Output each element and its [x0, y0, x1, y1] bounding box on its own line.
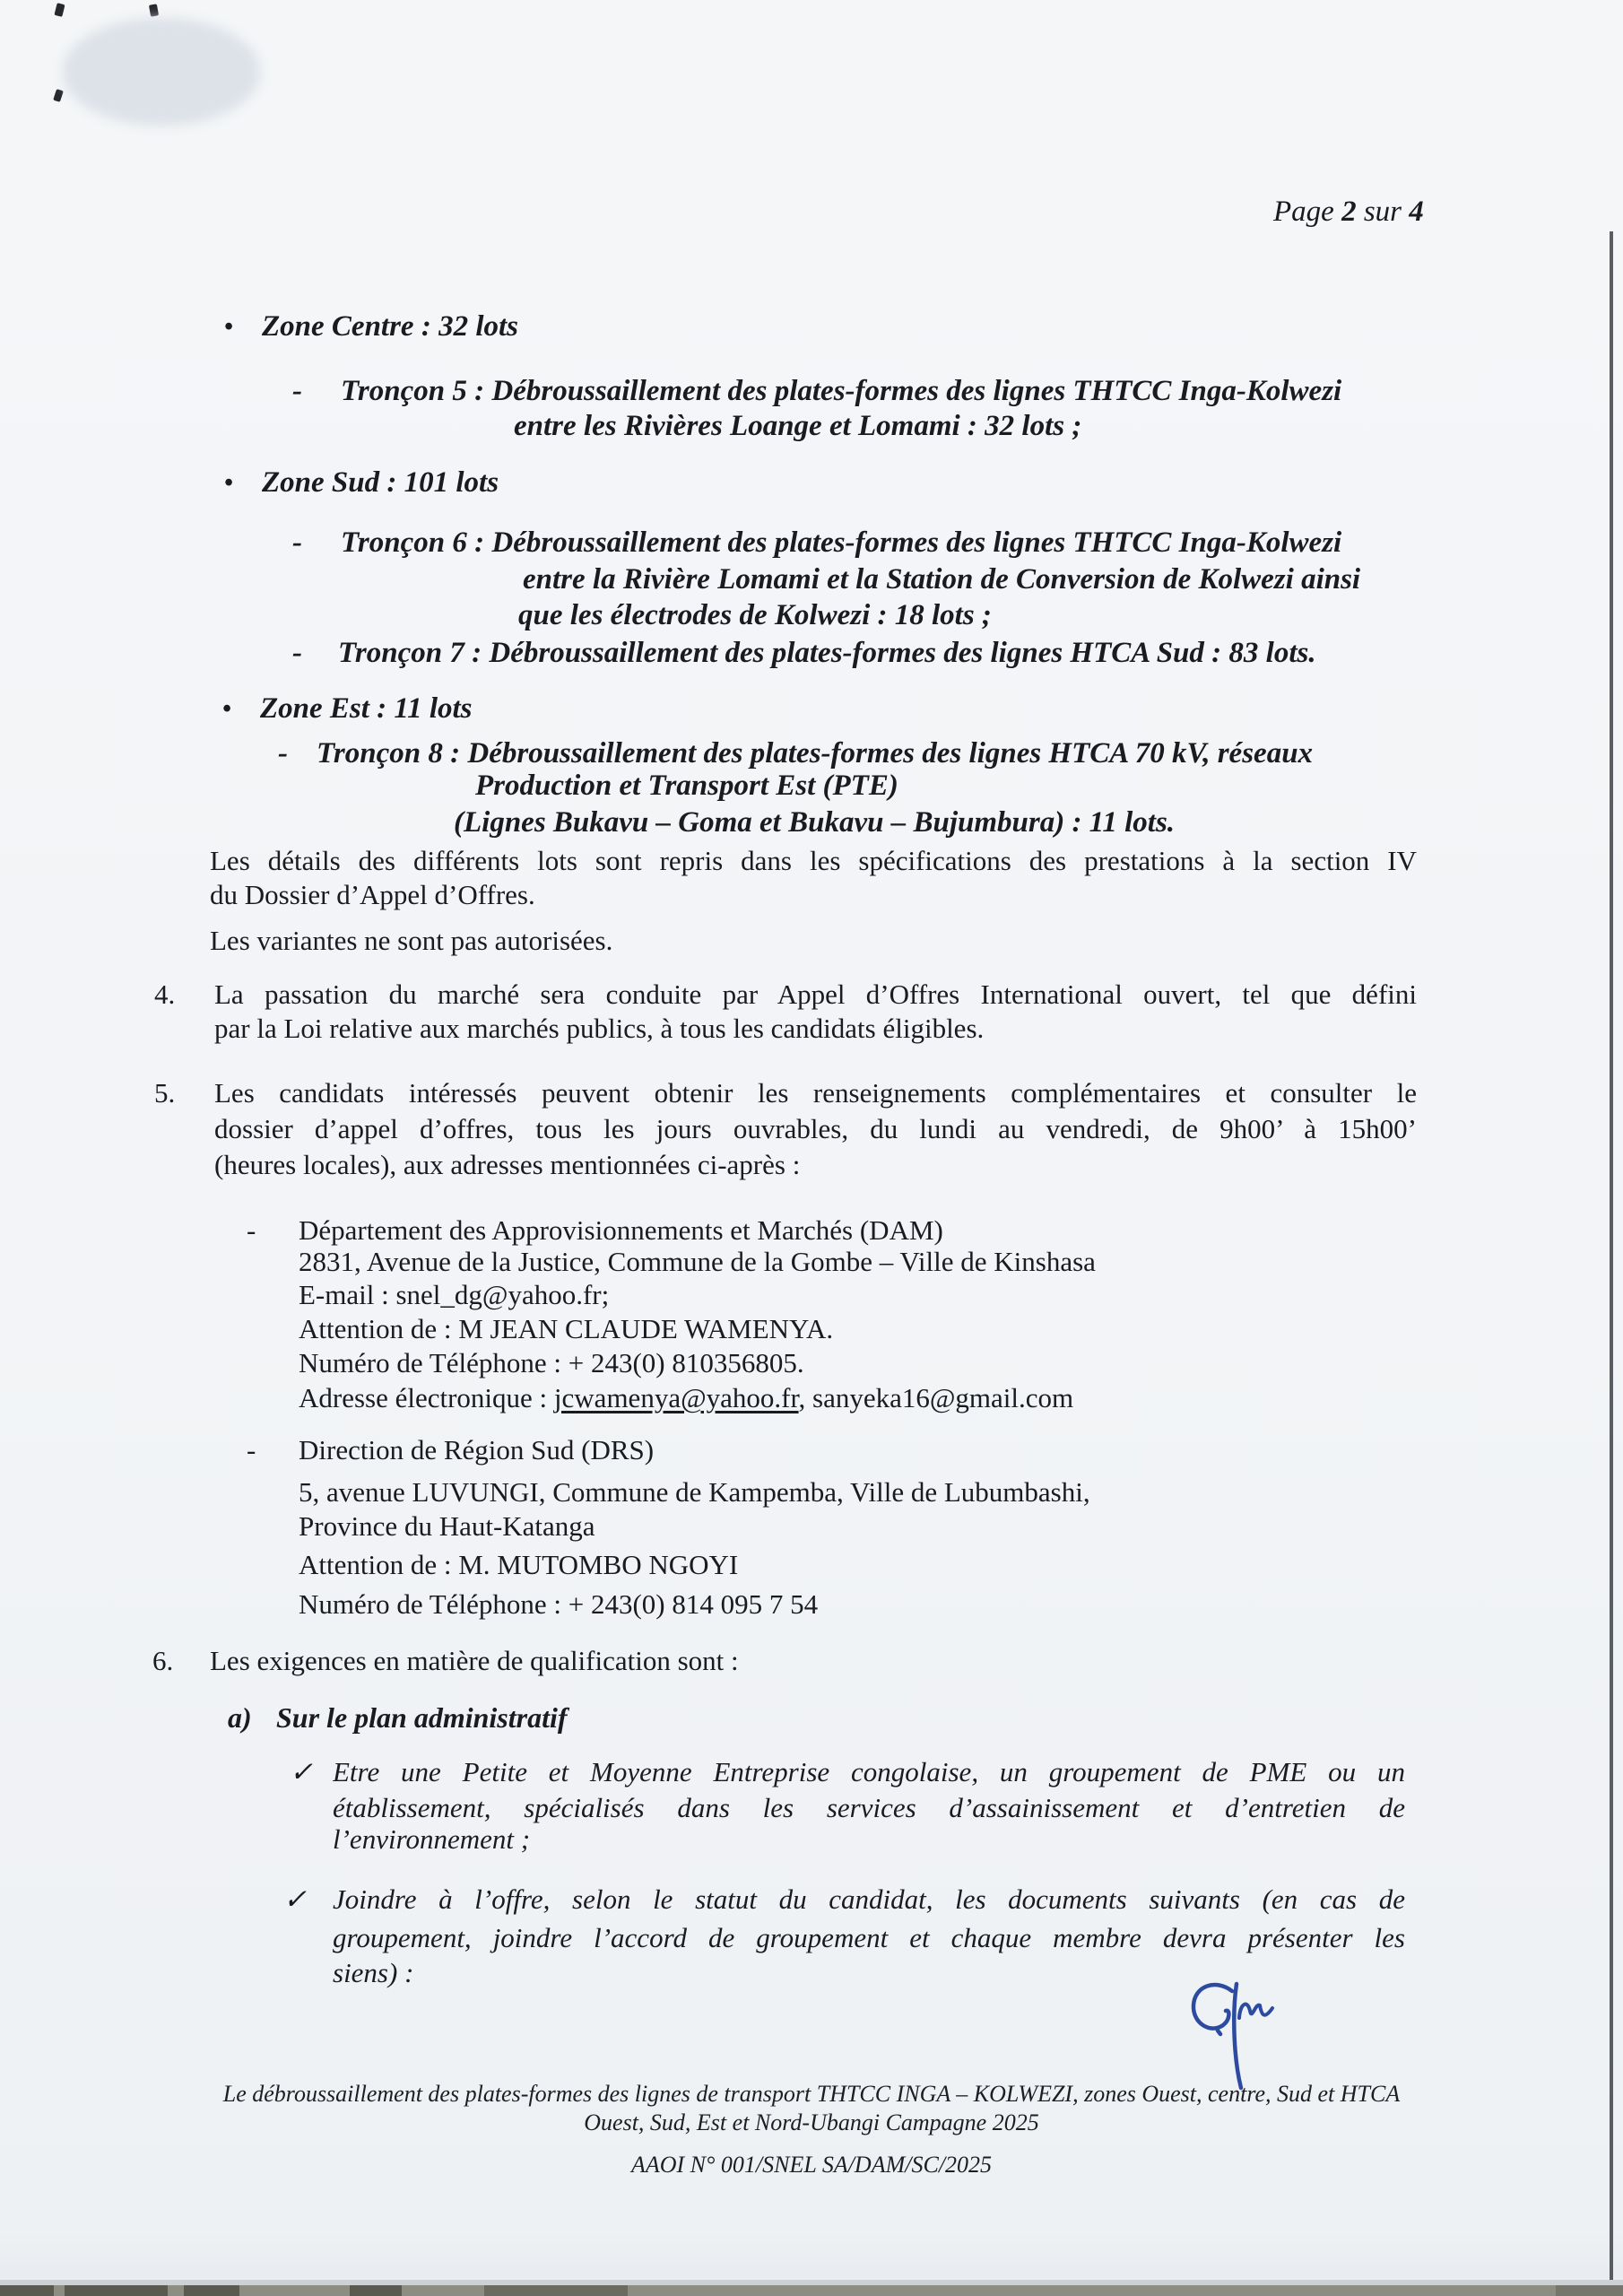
dash-icon: -: [292, 375, 302, 407]
check-icon: ✓: [290, 1756, 313, 1787]
bullet-icon: •: [224, 469, 233, 497]
contact-drs-attention: Attention de : M. MUTOMBO NGOYI: [299, 1549, 739, 1580]
item-6-number: 6.: [152, 1645, 174, 1676]
troncon-7-text: Tronçon 7 : Débroussaillement des plates-formes des lignes HTCA Sud : 83 lots.: [338, 637, 1316, 669]
item-5-line-1: Les candidats intéressés peuvent obtenir les renseignements complémentaires et consulter le: [214, 1077, 1417, 1109]
page-word: Page: [1273, 196, 1334, 228]
zone-est-heading: [222, 691, 473, 727]
item-4-line-1: La passation du marché sera conduite par Appel d’Offres International ouvert, tel que défini: [214, 978, 1417, 1010]
zone-centre-label: Zone Centre : 32 lots: [262, 310, 518, 343]
details-line-2: du Dossier d’Appel d’Offres.: [210, 879, 535, 910]
troncon-6-line-2: entre la Rivière Lomami et la Station de Conversion de Kolwezi ainsi: [523, 563, 1361, 596]
troncon-8-line-1: [278, 735, 1313, 771]
scanner-bed-dark: [484, 2285, 628, 2296]
troncon-6-line-3: que les électrodes de Kolwezi : 18 lots ;: [518, 599, 992, 631]
troncon-7-line-1: [292, 635, 1316, 671]
contact-dam-email: E-mail : snel_dg@yahoo.fr;: [299, 1279, 610, 1310]
scan-smudge: [63, 18, 260, 126]
footer-title-line-2: Ouest, Sud, Est et Nord-Ubangi Campagne 2025: [584, 2109, 1039, 2135]
bullet-icon: •: [222, 695, 231, 723]
troncon-6-text: Tronçon 6 : Débroussaillement des plates-formes des lignes THTCC Inga-Kolwezi: [341, 526, 1342, 559]
email-link: jcwamenya@yahoo.fr: [553, 1382, 799, 1413]
zone-sud-label: Zone Sud : 101 lots: [262, 466, 499, 499]
scanner-bed-strip: [0, 2285, 1623, 2296]
scanner-bed-dark: [184, 2285, 239, 2296]
page-total: 4: [1409, 196, 1424, 228]
qualification-2-line-3: siens) :: [333, 1957, 414, 1988]
item-5-line-3: (heures locales), aux adresses mentionnées ci-après :: [214, 1149, 801, 1180]
section-a-heading: [228, 1700, 568, 1735]
troncon-5-text: Tronçon 5 : Débroussaillement des plates-formes des lignes THTCC Inga-Kolwezi: [341, 375, 1342, 407]
troncon-5-line-1: [292, 373, 1341, 409]
staple-mark: [53, 89, 64, 102]
staple-mark: [149, 4, 159, 16]
check-icon: ✓: [283, 1883, 307, 1915]
email-prefix: Adresse électronique :: [299, 1382, 554, 1413]
qualification-1-line-1: Etre une Petite et Moyenne Entreprise congolaise, un groupement de PME ou un: [333, 1756, 1405, 1787]
troncon-6-line-1: [292, 525, 1341, 561]
contact-drs-title-text: Direction de Région Sud (DRS): [299, 1434, 655, 1465]
item-5-number: 5.: [154, 1077, 176, 1109]
footer-title-line-1: Le débroussaillement des plates-formes des lignes de transport THTCC INGA – KOLWEZI, zones Ouest, centre, Sud et HTCA: [222, 2081, 1401, 2107]
contact-dam-phone: Numéro de Téléphone : + 243(0) 810356805.: [299, 1347, 804, 1378]
troncon-5-line-2: entre les Rivières Loange et Lomami : 32 lots ;: [514, 410, 1082, 442]
contact-drs-title: [247, 1433, 654, 1467]
contact-dam-attention: Attention de : M JEAN CLAUDE WAMENYA.: [299, 1313, 834, 1344]
zone-centre-heading: [224, 309, 518, 345]
dash-icon: -: [247, 1214, 256, 1246]
item-4-number: 4.: [154, 978, 176, 1010]
dash-icon: -: [292, 637, 302, 669]
contact-dam-title-text: Département des Approvisionnements et Marchés (DAM): [299, 1214, 943, 1246]
dash-icon: -: [278, 737, 288, 770]
bullet-icon: •: [224, 313, 233, 341]
variantes-line: Les variantes ne sont pas autorisées.: [210, 925, 613, 956]
page-current: 2: [1341, 196, 1357, 228]
qualification-2-line-1: Joindre à l’offre, selon le statut du candidat, les documents suivants (en cas de: [333, 1883, 1405, 1915]
contact-drs-address: 5, avenue LUVUNGI, Commune de Kampemba, Ville de Lubumbashi,: [299, 1476, 1090, 1508]
footer-reference: AAOI N° 001/SNEL SA/DAM/SC/2025: [630, 2152, 993, 2178]
item-6-text: Les exigences en matière de qualification sont :: [210, 1645, 739, 1676]
zone-sud-heading: [224, 465, 499, 501]
section-a-title: Sur le plan administratif: [276, 1701, 568, 1734]
email-rest: , sanyeka16@gmail.com: [798, 1382, 1074, 1413]
troncon-8-line-3: (Lignes Bukavu – Goma et Bukavu – Bujumbura) : 11 lots.: [454, 806, 1176, 839]
qualification-1-line-3: l’environnement ;: [333, 1823, 531, 1855]
item-5-line-2: dossier d’appel d’offres, tous les jours ouvrables, du lundi au vendredi, de 9h00’ à 15h00’: [214, 1113, 1417, 1144]
contact-drs-province: Province du Haut-Katanga: [299, 1510, 595, 1542]
scanner-bed-dark: [350, 2285, 402, 2296]
signature-mark: [1185, 1979, 1275, 2091]
scanner-bed-dark: [0, 2285, 54, 2296]
page-number: [1273, 194, 1424, 230]
section-a-marker: a): [228, 1701, 252, 1734]
contact-drs-phone: Numéro de Téléphone : + 243(0) 814 095 7 54: [299, 1588, 819, 1620]
contact-dam-email2: [299, 1381, 1073, 1415]
details-line-1: Les détails des différents lots sont repris dans les spécifications des prestations à la section IV: [210, 845, 1417, 876]
staple-mark: [54, 3, 65, 17]
scan-edge-line: [1610, 231, 1613, 2283]
page-sur-word: sur: [1363, 196, 1402, 228]
qualification-1-line-2: établissement, spécialisés dans les services d’assainissement et d’entretien de: [333, 1792, 1405, 1823]
zone-est-label: Zone Est : 11 lots: [260, 692, 473, 725]
qualification-2-line-2: groupement, joindre l’accord de groupement et chaque membre devra présenter les: [333, 1922, 1405, 1953]
contact-dam-title: [247, 1213, 943, 1248]
scanner-bed-dark: [1556, 2285, 1623, 2296]
troncon-8-text: Tronçon 8 : Débroussaillement des plates-formes des lignes HTCA 70 kV, réseaux: [317, 737, 1314, 770]
contact-dam-address: 2831, Avenue de la Justice, Commune de la Gombe – Ville de Kinshasa: [299, 1246, 1096, 1277]
dash-icon: -: [247, 1434, 256, 1465]
scanner-bed-dark: [65, 2285, 168, 2296]
troncon-8-line-2: Production et Transport Est (PTE): [475, 770, 898, 802]
dash-icon: -: [292, 526, 302, 559]
item-4-line-2: par la Loi relative aux marchés publics, à tous les candidats éligibles.: [214, 1013, 985, 1044]
